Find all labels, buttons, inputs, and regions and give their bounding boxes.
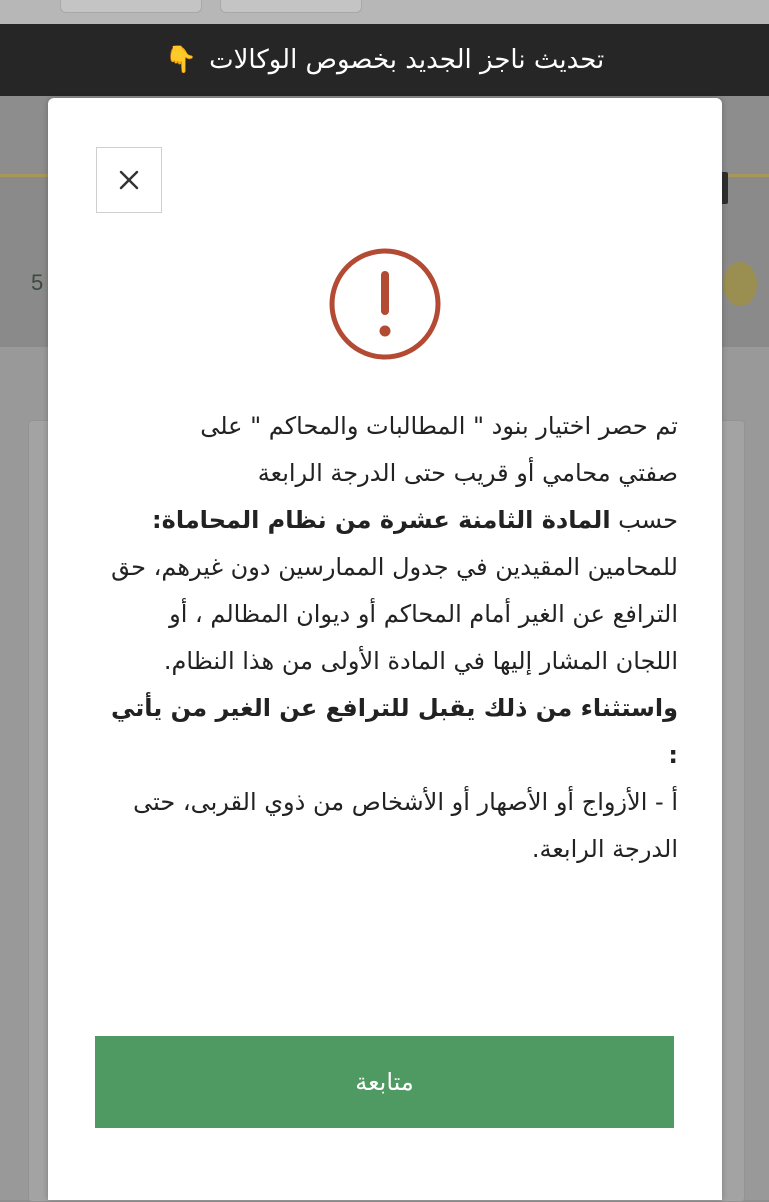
message-line: تم حصر اختيار بنود " المطالبات والمحاكم " على [200, 412, 678, 440]
background-side-text: 5 [31, 270, 44, 295]
close-icon [118, 169, 140, 191]
exception-heading-text: واستثناء من ذلك يقبل للترافع عن الغير من يأتي : [110, 694, 678, 769]
message-line: صفتي محامي أو قريب حتى الدرجة الرابعة [257, 459, 678, 487]
law-article-reference: المادة الثامنة عشرة من نظام المحاماة: [152, 506, 611, 534]
pointing-down-emoji-icon: 👇 [164, 45, 198, 75]
exception-heading [100, 685, 678, 779]
background-tab [220, 0, 362, 13]
continue-button[interactable]: متابعة [95, 1036, 674, 1128]
message-paragraph: أ - الأزواج أو الأصهار أو الأشخاص من ذوي القربى، حتى الدرجة الرابعة. [133, 788, 678, 863]
caption-bar [0, 24, 769, 96]
message-paragraph: للمحامين المقيدين في جدول الممارسين دون غيرهم، حق الترافع عن الغير أمام المحاكم أو ديوان المظالم ، أو اللجان المشار إليها في المادة الأولى من هذا النظام. [111, 553, 678, 675]
close-button[interactable] [96, 147, 162, 213]
warning-modal [48, 98, 722, 1200]
warning-icon [328, 247, 442, 361]
message-text: حسب [610, 506, 678, 534]
modal-message [100, 403, 678, 873]
background-top-bar [0, 0, 769, 24]
caption-text: تحديث ناجز الجديد بخصوص الوكالات [209, 45, 605, 75]
background-tab [60, 0, 202, 13]
background-badge [723, 262, 757, 306]
message-line [100, 497, 678, 544]
